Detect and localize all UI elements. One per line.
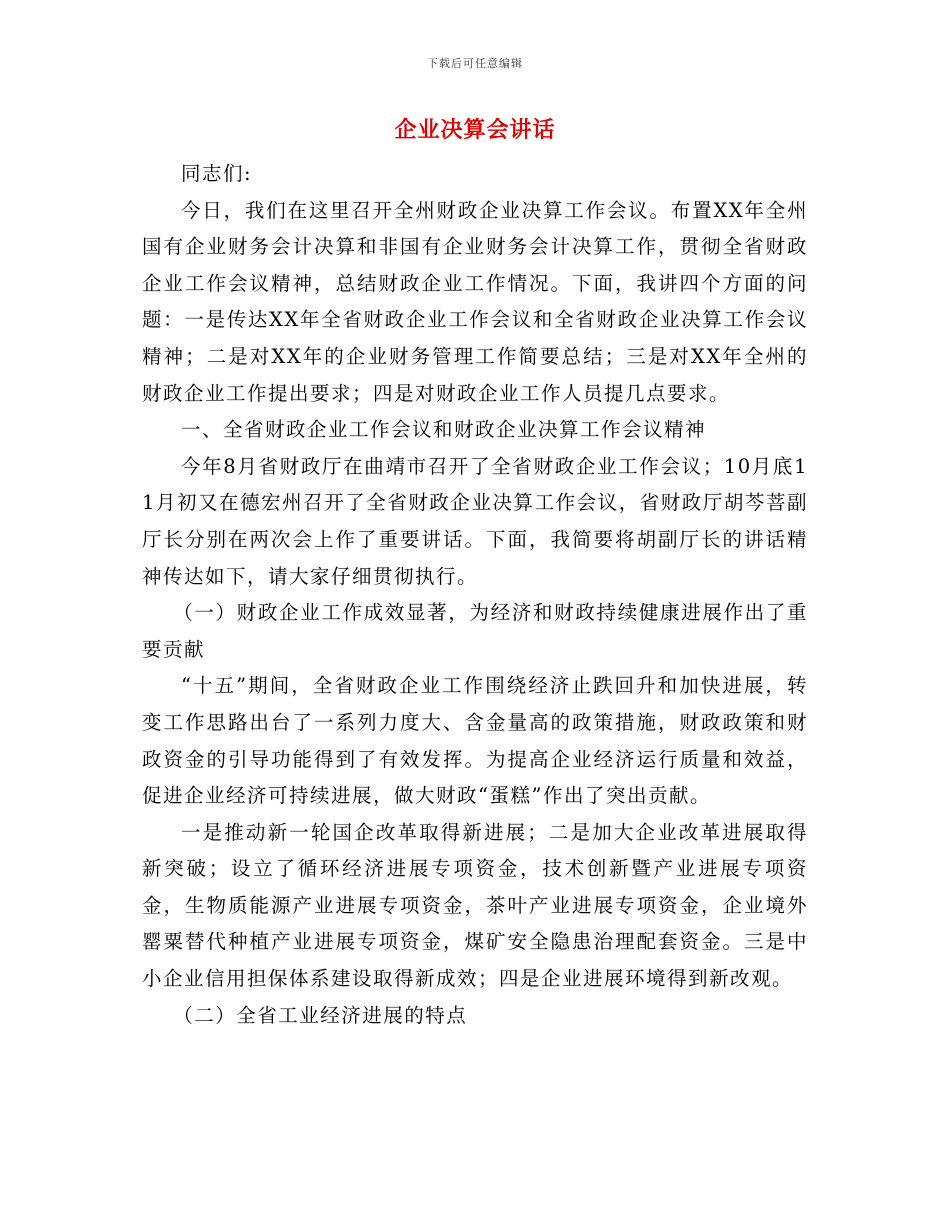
document-title: 企业决算会讲话 (394, 117, 556, 143)
salutation: 同志们: (181, 162, 253, 185)
paragraph-fifteenth-plan: “十五”期间，全省财政企业工作围绕经济止跌回升和加快进展，转变工作思路出台了一系列力度大、含金量高的政策措施，财政政策和财政资金的引导功能得到了有效发挥。为提高企业经济运行质量和效益，促进企业经济可持续进展，做大财政“蛋糕”作出了突出贡献。 (142, 674, 808, 808)
paragraph-intro: 今日，我们在这里召开全州财政企业决算工作会议。布置XX年全州国有企业财务会计决算和非国有企业财务会计决算工作，贯彻全省财政企业工作会议精神，总结财政企业工作情况。下面，我讲四个方面的问题：一是传达XX年全省财政企业工作会议和全省财政企业决算工作会议精神；二是对XX年的企业财务管理工作简要总结；三是对XX年全州的财政企业工作提出要求；四是对财政企业工作人员提几点要求。 (142, 198, 808, 405)
document-body (142, 156, 808, 1034)
paragraph-meetings: 今年8月省财政厅在曲靖市召开了全省财政企业工作会议；10月底11月初又在德宏州召开了全省财政企业决算工作会议，省财政厅胡芩菩副厅长分别在两次会上作了重要讲话。下面，我简要将胡副厅长的讲话精神传达如下，请大家仔细贯彻执行。 (142, 454, 808, 588)
section-heading-1: 一、全省财政企业工作会议和财政企业决算工作会议精神 (181, 418, 707, 442)
subsection-heading-1: （一）财政企业工作成效显著，为经济和财政持续健康进展作出了重要贡献 (142, 601, 808, 661)
paragraph-achievements: 一是推动新一轮国企改革取得新进展；二是加大企业改革进展取得新突破；设立了循环经济进展专项资金，技术创新暨产业进展专项资金，生物质能源产业进展专项资金，茶叶产业进展专项资金，企业境外罂粟替代种植产业进展专项资金，煤矿安全隐患治理配套资金。三是中小企业信用担保体系建设取得新成效；四是企业进展环境得到新改观。 (142, 820, 808, 991)
subsection-heading-2: （二）全省工业经济进展的特点 (173, 1003, 468, 1027)
header-note: 下载后可任意编辑 (427, 57, 523, 70)
